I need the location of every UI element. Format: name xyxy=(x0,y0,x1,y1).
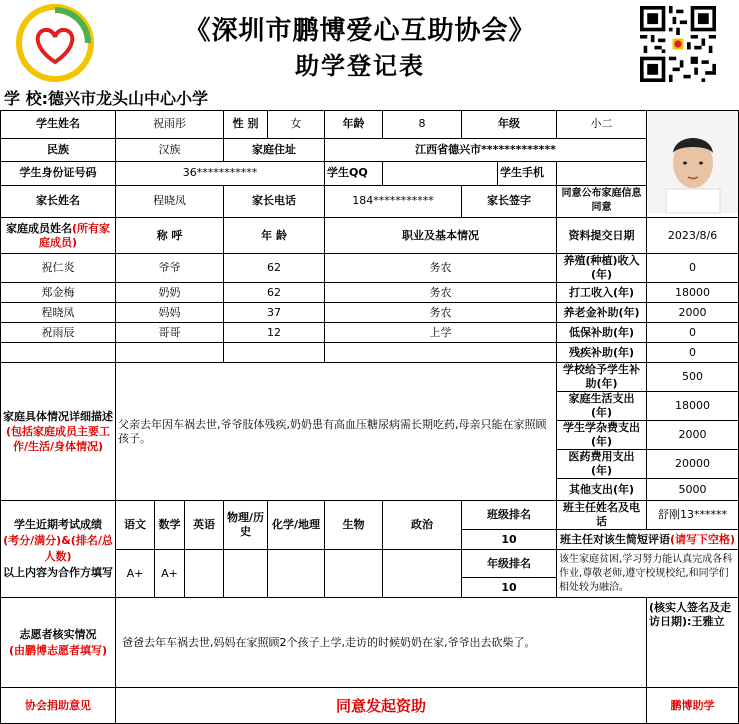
member-age[interactable]: 62 xyxy=(224,283,325,303)
member-job[interactable]: 务农 xyxy=(325,254,557,283)
title-line-1: 《深圳市鹏博爱心互助协会》 xyxy=(184,16,536,46)
subject-header: 语文 xyxy=(116,501,155,550)
member-relation[interactable]: 哥哥 xyxy=(116,323,224,343)
member-name[interactable] xyxy=(1,343,116,363)
school-label: 学 校: xyxy=(4,89,48,108)
age-label: 年龄 xyxy=(325,111,383,139)
family-situation-text[interactable]: 父亲去年因车祸去世,爷爷肢体残疾,奶奶患有高血压糖尿病需长期吃药,母亲只能在家照顾孩子。 xyxy=(116,363,557,501)
student-qq-value[interactable] xyxy=(383,162,498,185)
student-row-1 xyxy=(1,111,739,139)
member-job[interactable]: 务农 xyxy=(325,303,557,323)
member-relation[interactable] xyxy=(116,343,224,363)
family-members-label-a: 家庭成员姓名 xyxy=(5,221,72,235)
parent-phone-label: 家长电话 xyxy=(224,185,325,217)
job-header: 职业及基本情况 xyxy=(325,218,557,254)
student-id-value[interactable]: 36*********** xyxy=(116,162,325,185)
score-cell[interactable]: A+ xyxy=(155,550,185,598)
footer-row xyxy=(1,688,739,724)
volunteer-text[interactable]: 爸爸去年车祸去世,妈妈在家照顾2个孩子上学,走访的时候奶奶在家,爷爷出去砍柴了。 xyxy=(116,598,647,688)
volunteer-label-b: (由鹏博志愿者填写) xyxy=(8,643,108,657)
member-relation[interactable]: 奶奶 xyxy=(116,283,224,303)
family-header-row xyxy=(1,218,739,254)
parent-name-value[interactable]: 程晓凤 xyxy=(116,185,224,217)
volunteer-label xyxy=(1,598,116,688)
finance-label: 残疾补助(年) xyxy=(557,343,647,363)
parent-phone-value[interactable]: 184*********** xyxy=(325,185,462,217)
subject-header: 物理/历史 xyxy=(224,501,268,550)
school-line xyxy=(4,89,724,109)
member-age[interactable] xyxy=(224,343,325,363)
finance-label: 其他支出(年) xyxy=(557,479,647,501)
subject-header: 数学 xyxy=(155,501,185,550)
finance-label: 打工收入(年) xyxy=(557,283,647,303)
grades-label-b: (考分/满分)&(排名/总人数) xyxy=(3,534,113,563)
title-line-2: 助学登记表 xyxy=(295,51,425,80)
family-member-row xyxy=(1,254,739,283)
grades-label-c: 以上内容为合作方填写 xyxy=(3,566,113,579)
grades-label-a: 学生近期考试成绩 xyxy=(14,518,102,531)
registration-form-table xyxy=(0,110,739,724)
class-rank-value[interactable]: 10 xyxy=(462,530,557,550)
submit-date-value[interactable]: 2023/8/6 xyxy=(647,218,739,254)
address-value[interactable]: 江西省德兴市************* xyxy=(325,138,647,161)
submit-date-label: 资料提交日期 xyxy=(557,218,647,254)
family-member-row xyxy=(1,303,739,323)
finance-value[interactable]: 2000 xyxy=(647,421,739,450)
finance-value[interactable]: 2000 xyxy=(647,303,739,323)
address-label: 家庭住址 xyxy=(224,138,325,161)
volunteer-sign[interactable]: (核实人签名及走访日期):王雅立 xyxy=(647,598,739,688)
family-member-row xyxy=(1,343,739,363)
gender-value[interactable]: 女 xyxy=(268,111,325,139)
class-rank-label: 班级排名 xyxy=(462,501,557,530)
subject-header: 生物 xyxy=(325,501,383,550)
school-name: 德兴市龙头山中心小学 xyxy=(47,89,208,108)
volunteer-row xyxy=(1,598,739,688)
grades-label xyxy=(1,501,116,598)
form-header xyxy=(0,0,728,88)
subject-header: 英语 xyxy=(185,501,224,550)
donation-opinion-label: 协会捐助意见 xyxy=(1,688,116,724)
grade-value[interactable]: 小二 xyxy=(557,111,647,139)
ethnicity-value[interactable]: 汉族 xyxy=(116,138,224,161)
finance-label: 养老金补助(年) xyxy=(557,303,647,323)
finance-value[interactable]: 20000 xyxy=(647,450,739,479)
finance-label: 学生学杂费支出(年) xyxy=(557,421,647,450)
parent-row xyxy=(1,185,739,217)
subject-header: 政治 xyxy=(383,501,462,550)
family-situation-label-a: 家庭具体情况详细描述 xyxy=(3,410,113,423)
finance-value[interactable]: 18000 xyxy=(647,283,739,303)
grade-label: 年级 xyxy=(462,111,557,139)
member-job[interactable]: 务农 xyxy=(325,283,557,303)
finance-label: 学校给予学生补助(年) xyxy=(557,363,647,392)
grade-rank-label: 年级排名 xyxy=(462,550,557,578)
finance-value[interactable]: 0 xyxy=(647,323,739,343)
finance-label: 医药费用支出(年) xyxy=(557,450,647,479)
teacher-comment[interactable]: 该生家庭贫困,学习努力能认真完成各科作业,尊敬老师,遵守校规校纪,和同学们相处较为融洽。 xyxy=(557,550,739,598)
student-id-label: 学生身份证号码 xyxy=(1,162,116,185)
score-cell[interactable] xyxy=(325,550,383,598)
member-job[interactable]: 上学 xyxy=(325,323,557,343)
teacher-label: 班主任姓名及电话 xyxy=(557,501,647,530)
student-photo xyxy=(647,111,739,218)
parent-sign-label: 家长签字 xyxy=(462,185,557,217)
member-name[interactable]: 祝雨辰 xyxy=(1,323,116,343)
student-qq-label: 学生QQ xyxy=(325,162,383,185)
member-age-header: 年 龄 xyxy=(224,218,325,254)
parent-name-label: 家长姓名 xyxy=(1,185,116,217)
family-situation-label xyxy=(1,363,116,501)
member-job[interactable] xyxy=(325,343,557,363)
qr-code xyxy=(640,6,716,82)
student-row-3 xyxy=(1,162,739,185)
student-row-2 xyxy=(1,138,739,161)
footer-brand: 鹏博助学 xyxy=(647,688,739,724)
family-members-label xyxy=(1,218,116,254)
comment-label-a: 班主任对该生简短评语 xyxy=(560,532,670,546)
family-members-label-b: (所有家庭成员) xyxy=(38,221,111,249)
family-situation-row xyxy=(1,363,739,392)
family-member-row xyxy=(1,283,739,303)
student-phone-value[interactable] xyxy=(557,162,647,185)
member-relation[interactable]: 妈妈 xyxy=(116,303,224,323)
finance-label: 家庭生活支出(年) xyxy=(557,392,647,421)
teacher-value[interactable]: 舒刚13****** xyxy=(647,501,739,530)
score-cell[interactable]: A+ xyxy=(116,550,155,598)
student-photo-image xyxy=(648,111,738,213)
score-cell[interactable] xyxy=(224,550,268,598)
finance-value[interactable]: 500 xyxy=(647,363,739,392)
finance-value[interactable]: 18000 xyxy=(647,392,739,421)
subject-header: 化学/地理 xyxy=(268,501,325,550)
member-age[interactable]: 62 xyxy=(224,254,325,283)
member-name[interactable]: 程晓凤 xyxy=(1,303,116,323)
relation-header: 称 呼 xyxy=(116,218,224,254)
member-name[interactable]: 郑金梅 xyxy=(1,283,116,303)
gender-label: 性 别 xyxy=(224,111,268,139)
student-name-label: 学生姓名 xyxy=(1,111,116,139)
member-age[interactable]: 37 xyxy=(224,303,325,323)
grade-rank-value[interactable]: 10 xyxy=(462,578,557,598)
family-member-row xyxy=(1,323,739,343)
score-cell[interactable] xyxy=(185,550,224,598)
member-name[interactable]: 祝仁炎 xyxy=(1,254,116,283)
score-cell[interactable] xyxy=(268,550,325,598)
student-name-value[interactable]: 祝雨彤 xyxy=(116,111,224,139)
finance-label: 养殖(种植)收入(年) xyxy=(557,254,647,283)
finance-label: 低保补助(年) xyxy=(557,323,647,343)
score-cell[interactable] xyxy=(383,550,462,598)
member-relation[interactable]: 爷爷 xyxy=(116,254,224,283)
ethnicity-label: 民族 xyxy=(1,138,116,161)
finance-value[interactable]: 0 xyxy=(647,254,739,283)
donation-opinion-value: 同意发起资助 xyxy=(116,688,647,724)
finance-value[interactable]: 0 xyxy=(647,343,739,363)
comment-label-b: (请写下空格) xyxy=(670,532,736,546)
volunteer-label-a: 志愿者核实情况 xyxy=(19,627,97,641)
finance-value[interactable]: 5000 xyxy=(647,479,739,501)
family-situation-label-b: (包括家庭成员主要工作/生活/身体情况) xyxy=(5,425,111,453)
grades-header-row xyxy=(1,501,739,530)
student-phone-label: 学生手机 xyxy=(498,162,557,185)
member-age[interactable]: 12 xyxy=(224,323,325,343)
comment-label xyxy=(557,530,739,550)
publish-consent-label: 同意公布家庭信息同意 xyxy=(557,185,647,217)
association-logo xyxy=(14,2,96,84)
age-value[interactable]: 8 xyxy=(383,111,462,139)
